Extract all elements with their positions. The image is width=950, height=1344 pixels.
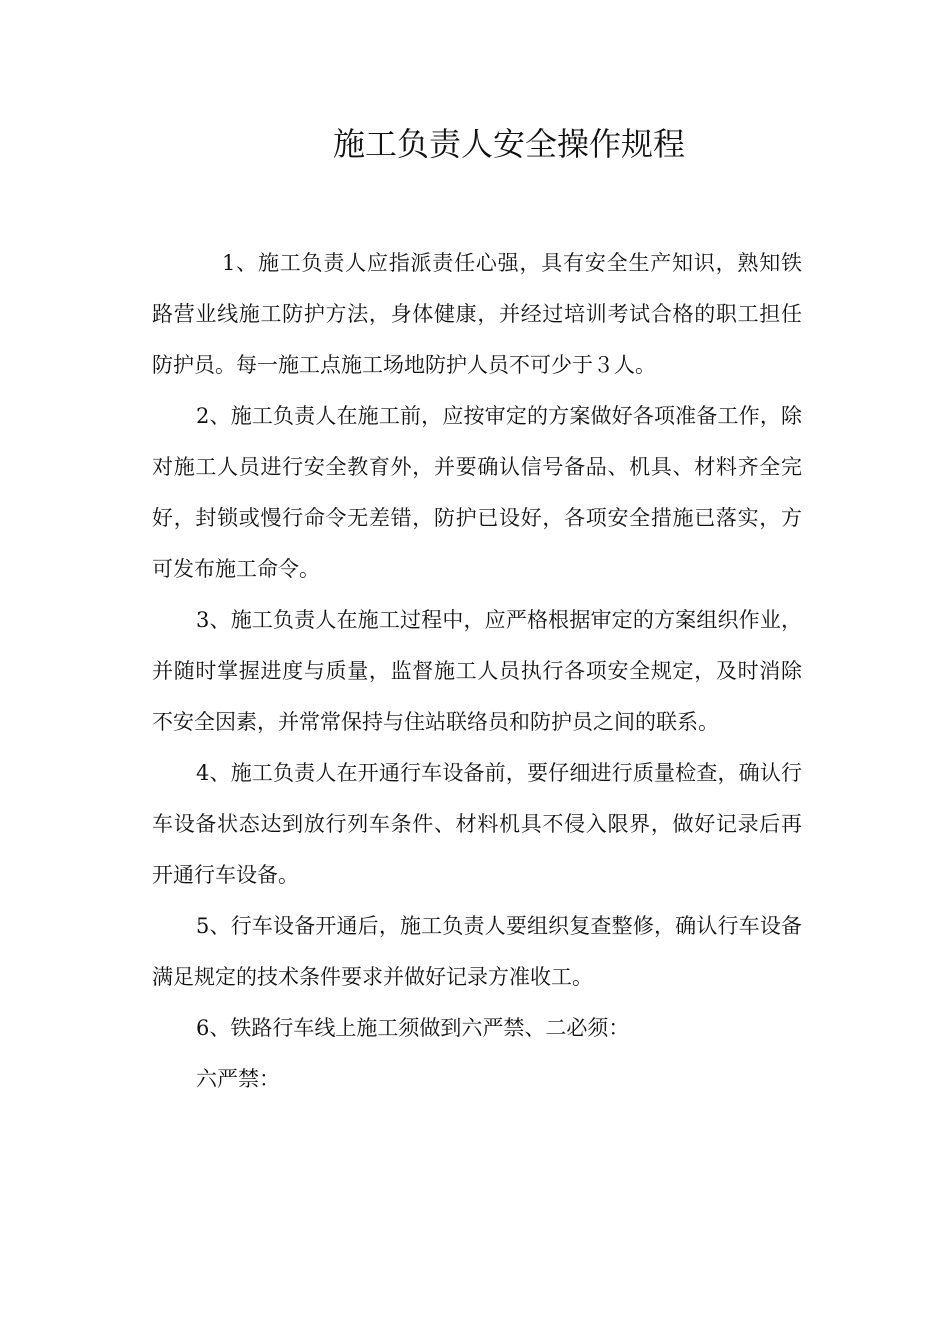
document-body (152, 238, 802, 1105)
paragraph-2: 2、施工负责人在施工前，应按审定的方案做好各项准备工作，除对施工人员进行安全教育外，并要确认信号备品、机具、材料齐全完好，封锁或慢行命令无差错，防护已设好，各项安全措施已落实，方可发布施工命令。 (152, 404, 802, 581)
paragraph-1: 1、施工负责人应指派责任心强，具有安全生产知识，熟知铁路营业线施工防护方法，身体健康，并经过培训考试合格的职工担任防护员。每一施工点施工场地防护人员不可少于３人。 (152, 251, 802, 377)
section-heading-six-prohibitions: 六严禁： (196, 1067, 280, 1091)
paragraph-6: 6、铁路行车线上施工须做到六严禁、二必须： (196, 1016, 630, 1040)
paragraph-5: 5、行车设备开通后，施工负责人要组织复查整修，确认行车设备满足规定的技术条件要求并做好记录方准收工。 (152, 914, 802, 989)
paragraph-4: 4、施工负责人在开通行车设备前，要仔细进行质量检查，确认行车设备状态达到放行列车条件、材料机具不侵入限界，做好记录后再开通行车设备。 (152, 761, 802, 887)
page-title: 施工负责人安全操作规程 (332, 125, 685, 163)
paragraph-3: 3、施工负责人在施工过程中，应严格根据审定的方案组织作业，并随时掌握进度与质量，监督施工人员执行各项安全规定，及时消除不安全因素，并常常保持与住站联络员和防护员之间的联系。 (152, 608, 802, 734)
